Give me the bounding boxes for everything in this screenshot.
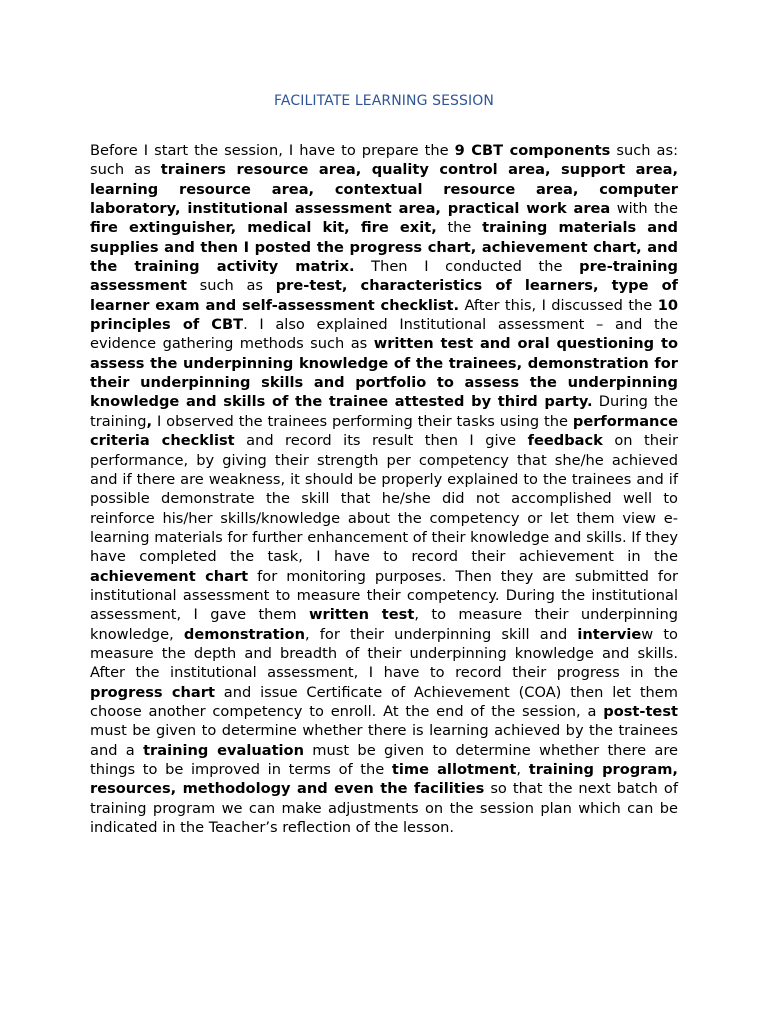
text-run: with the [610, 200, 678, 218]
bold-text-run: post-test [603, 702, 678, 720]
text-run: , to measure their underpinning knowledge, [90, 606, 679, 643]
text-run: w to measure the depth and breadth of their underpinning knowledge and skills. After the institutional assessment, I have to record their progress in the [90, 625, 678, 682]
text-run: After this, I discussed the [459, 296, 658, 314]
bold-text-run: pre-test, characteristics of learners, type of learner exam and self-assessment checklist. [90, 277, 678, 314]
bold-text-run: fire extinguisher, medical kit, fire exit, [90, 219, 437, 237]
text-run: must be given to determine whether there is learning achieved by the trainees and a [90, 722, 678, 759]
text-run: so that the next batch of training program we can make adjustments on the session plan which can be indicated in the Teacher’s reflection of the lesson. [90, 780, 678, 837]
text-run: , [516, 761, 529, 778]
bold-text-run: training materials and supplies and then I posted the progress chart, achievement chart, and the training activity matrix. [90, 219, 678, 276]
text-run: Then I conducted the [354, 258, 580, 276]
body-paragraph [90, 141, 678, 837]
text-run: must be given to determine whether there are things to be improved in terms of the [90, 741, 678, 778]
text-run: Before I start the session, I have to prepare the [90, 142, 455, 159]
text-run: such as: such as [90, 142, 678, 179]
bold-text-run: 10 principles of CBT [90, 296, 678, 334]
document-title: FACILITATE LEARNING SESSION [274, 93, 494, 109]
text-run: , for their underpinning skill and [304, 625, 578, 643]
text-run: During the training [90, 393, 678, 430]
text-run: on their performance, by giving their strength per competency that she/he achieved and if there are weakness, it should be properly explained to the trainees and if possible demonstrate the skill that he/she did not accomplished well to reinforce his/her skills/knowledge about the competency or let them view e-learning materials for further enhancement of their knowledge and skills. If they have completed the task, I have to record their achievement in the [90, 432, 678, 566]
bold-text-run: trainers resource area, quality control area, support area, learning resource area, contextual resource area, computer laboratory, institutional assessment area, practical work area [90, 161, 678, 218]
bold-text-run: demonstration [183, 625, 305, 643]
bold-text-run: achievement chart [90, 567, 249, 585]
text-run: such as [186, 277, 276, 295]
bold-text-run: , [146, 412, 153, 430]
bold-text-run: written test [309, 606, 415, 624]
bold-text-run: progress chart [90, 683, 215, 701]
text-run: the [436, 219, 483, 237]
bold-text-run: feedback [527, 432, 603, 450]
bold-text-run: performance criteria checklist [90, 412, 678, 450]
text-run: I observed the trainees performing their tasks using the [152, 412, 573, 430]
bold-text-run: pre-training assessment [90, 258, 679, 295]
bold-text-run: written test and oral questioning to assess the underpinning knowledge of the trainees, demonstration for their underpinning skills and portfolio to assess the underpinning knowledge and skills of the trainee attested by third party. [90, 335, 678, 411]
bold-text-run: time allotment [391, 761, 517, 778]
bold-text-run: training evaluation [143, 741, 304, 759]
bold-text-run: 9 CBT components [454, 142, 611, 159]
text-run: . I also explained Institutional assessment – and the evidence gathering methods such as [90, 316, 679, 353]
text-run: and record its result then I give [234, 432, 528, 450]
text-run: for monitoring purposes. Then they are submitted for institutional assessment to measure their competency. During the institutional assessment, I gave them [90, 567, 678, 624]
text-run: and issue Certificate of Achievement (COA) then let them choose another competency to enroll. At the end of the session, a [90, 683, 679, 720]
bold-text-run: training program, resources, methodology and even the facilities [90, 761, 678, 798]
bold-text-run: intervie [577, 625, 642, 643]
